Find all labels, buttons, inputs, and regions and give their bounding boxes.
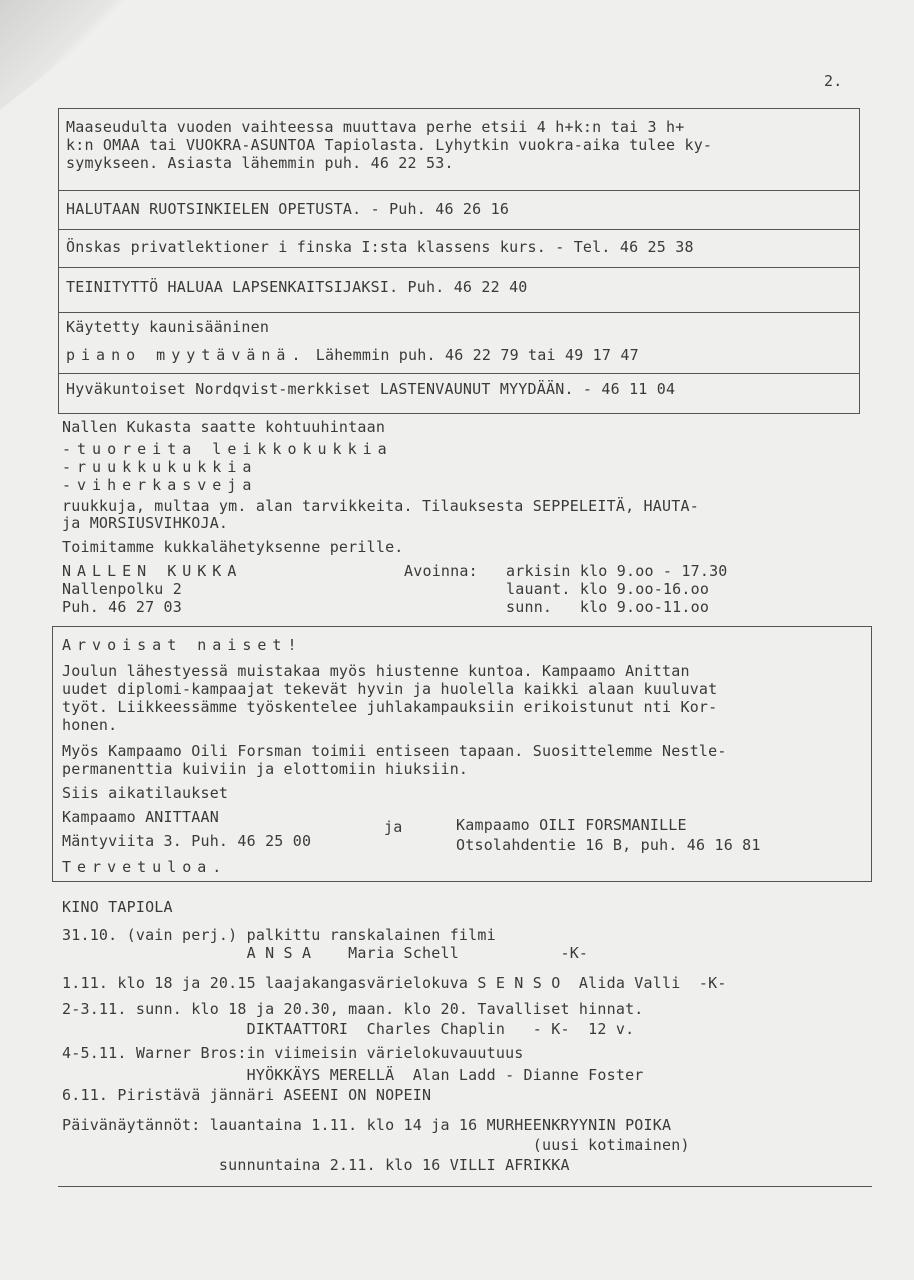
folded-corner (0, 0, 140, 110)
page-number: 2. (824, 72, 843, 90)
bottom-rule (58, 1186, 872, 1187)
ad-finnish-lessons: Önskas privatlektioner i finska I:sta klassens kurs. - Tel. 46 25 38 (66, 238, 694, 256)
florist-name: NALLEN KUKKA (62, 562, 243, 580)
divider (58, 229, 860, 230)
divider (58, 373, 860, 374)
divider (58, 267, 860, 268)
document-page: 2. Maaseudulta vuoden vaihteessa muuttava perhe etsii 4 h+k:n tai 3 h+ k:n OMAA tai VUOKRA-ASUNTOA Tapiolasta. Lyhytkin vuokra-aika tulee ky- symykseen. Asiasta lähemmin puh. 46 22 53. HALUTAAN RUOTSINKIELEN OPETUSTA. - Puh. 46 26 16 Önskas privatlektioner i finska I:sta klassens kurs. - Tel. 46 25 38 TEINITYTTÖ HALUAA LAPSENKAITSIJAKSI. Puh. 46 22 40 Käytetty kaunisääninen piano myytävänä. Lähemmin puh. 46 22 79 tai 49 17 47 Hyväkuntoiset Nordqvist-merkkiset LASTENVAUNUT MYYDÄÄN. - 46 11 04 Nallen Kukasta saatte kohtuuhintaan -tuoreita leikkokukkia -ruukkukukkia -viherkasveja ruukkuja, multaa ym. alan tarvikkeita. Tilauksesta SEPPELEITÄ, HAUTA- ja MORSIUSVIHKOJA. Toimitamme kukkalähetyksenne perille. NALLEN KUKKA Nallenpolku 2 Puh. 46 27 03 Avoinna: arkisin klo 9.oo - 17.30 lauant. klo 9.oo-16.oo sunn. klo 9.oo-11.oo Arvoisat naiset! Joulun lähestyessä muistakaa myös hiustenne kuntoa. Kampaamo Anittan uudet diplomi-kampaajat tekevät hyvin ja huolella kaikki alaan kuuluvat työt. Liikkeessämme työskentelee juhlakampauksiin erikoistunut nti Kor- honen. Myös Kampaamo Oili Forsman toimii entiseen tapaan. Suosittelemme Nestle- permanenttia kuiviin ja elottomiin hiuksiin. Siis aikatilaukset Kampaamo ANITTAAN Mäntyviita 3. Puh. 46 25 00 ja Kampaamo OILI FORSMANILLE Otsolahdentie 16 B, puh. 46 16 81 Tervetuloa. KINO TAPIOLA 31.10. (vain perj.) palkittu ranskalainen filmi A N S A Maria Schell -K- 1.11. klo 18 ja 20.15 laajakangasvärielokuva S E N S O Alida Valli -K- 2-3.11. sunn. klo 18 ja 20.30, maan. klo 20. Tavalliset hinnat. DIKTAATTORI Charles Chaplin - K- 12 v. 4-5.11. Warner Bros:in viimeisin värielokuvauutuus HYÖKKÄYS MERELLÄ Alan Ladd - Dianne Foster 6.11. Piristävä jännäri ASEENI ON NOPEIN Päivänäytännöt: lauantaina 1.11. klo 14 ja 16 MURHEENKRYYNIN POIKA (uusi kotimainen) sunnuntaina 2.11. klo 16 VILLI AFRIKKA (0, 0, 914, 1280)
cinema-heading: KINO TAPIOLA (62, 898, 173, 916)
ad-swedish-lessons: HALUTAAN RUOTSINKIELEN OPETUSTA. - Puh. 46 26 16 (66, 200, 510, 218)
divider (58, 312, 860, 313)
ad-prams: Hyväkuntoiset Nordqvist-merkkiset LASTENVAUNUT MYYDÄÄN. - 46 11 04 (66, 380, 676, 398)
salon-heading: Arvoisat naiset! (62, 636, 303, 654)
ad-babysitter: TEINITYTTÖ HALUAA LAPSENKAITSIJAKSI. Puh. 46 22 40 (66, 278, 528, 296)
salon-closing: Tervetuloa. (62, 858, 228, 876)
divider (58, 190, 860, 191)
